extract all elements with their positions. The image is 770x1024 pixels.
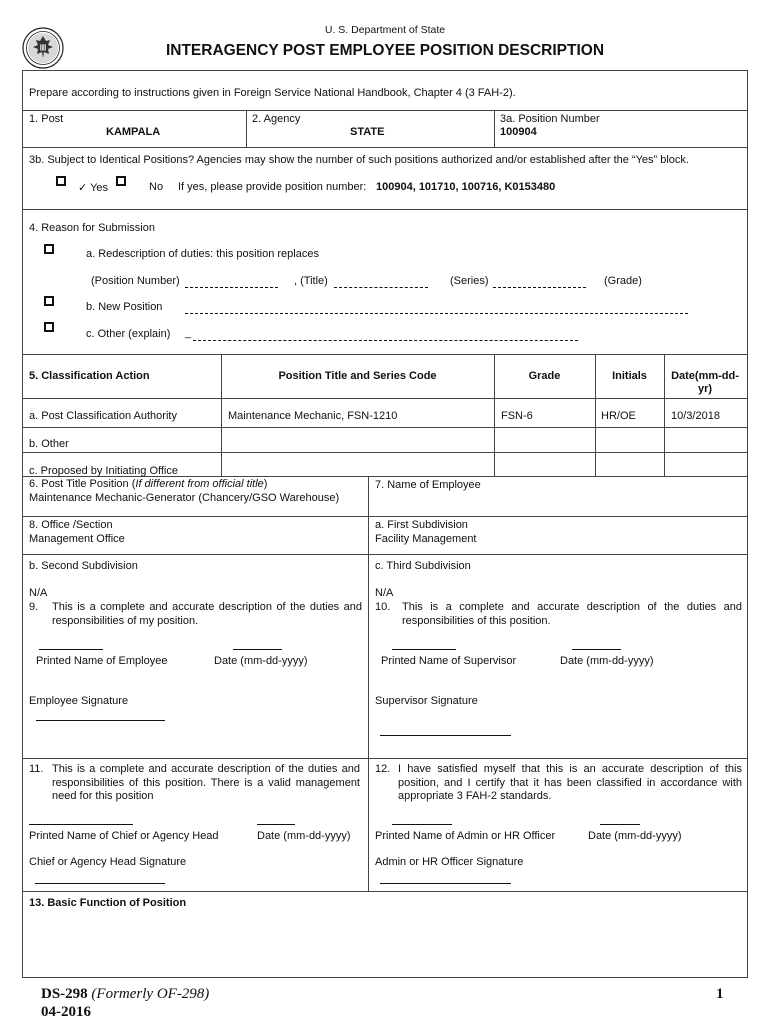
- rule: [22, 147, 747, 148]
- chief-date-line[interactable]: [257, 824, 295, 825]
- supervisor-date-line[interactable]: [572, 649, 621, 650]
- cert-10-text: This is a complete and accurate description of the duties and responsibilities of this position.: [402, 601, 742, 627]
- form-title: INTERAGENCY POST EMPLOYEE POSITION DESCRIPTION: [165, 42, 605, 59]
- reason-label: 4. Reason for Submission: [29, 222, 155, 234]
- supervisor-signature-label: Supervisor Signature: [375, 695, 478, 707]
- hr-officer-date-line[interactable]: [600, 824, 640, 825]
- chief-name-line[interactable]: [29, 824, 133, 825]
- rule: [22, 554, 747, 555]
- other-label: c. Other (explain): [86, 328, 171, 340]
- hr-officer-printed-name-label: Printed Name of Admin or HR Officer: [375, 830, 556, 842]
- employee-date-label: Date (mm-dd-yyyy): [214, 655, 308, 667]
- rule: [494, 110, 495, 147]
- chief-date-label: Date (mm-dd-yyyy): [257, 830, 351, 842]
- hr-officer-signature-label: Admin or HR Officer Signature: [375, 856, 524, 868]
- grade-header: Grade: [528, 370, 561, 382]
- third-subdivision-value[interactable]: N/A: [375, 587, 394, 599]
- office-section-label: 8. Office /Section: [29, 519, 113, 531]
- rule: [22, 427, 747, 428]
- supervisor-printed-name-label: Printed Name of Supervisor: [381, 655, 517, 667]
- position-number-caption: (Position Number): [91, 275, 180, 287]
- other-checkbox-icon[interactable]: [44, 322, 54, 332]
- other-classification-label: b. Other: [29, 438, 69, 450]
- form-date: 04-2016: [41, 1004, 91, 1020]
- third-subdivision-label: c. Third Subdivision: [375, 560, 471, 572]
- cert-10-number: 10.: [375, 601, 391, 613]
- rule: [22, 516, 747, 517]
- cert-9-text: This is a complete and accurate description of the duties and responsibilities of my position.: [52, 601, 362, 627]
- initials-header: Initials: [612, 370, 647, 382]
- agency-value[interactable]: STATE: [350, 126, 385, 138]
- if-yes-text: If yes, please provide position number:: [178, 181, 367, 193]
- employee-date-line[interactable]: [233, 649, 282, 650]
- chief-signature-line[interactable]: [35, 883, 165, 884]
- rule: [22, 398, 747, 399]
- second-subdivision-value[interactable]: N/A: [29, 587, 48, 599]
- second-subdivision-label: b. Second Subdivision: [29, 560, 138, 572]
- form-number: DS-298 (Formerly OF-298): [41, 986, 210, 1002]
- position-number-value[interactable]: 100904: [500, 126, 537, 138]
- employee-name-line[interactable]: [39, 649, 103, 650]
- series-line[interactable]: [493, 287, 586, 288]
- rule: [22, 110, 747, 111]
- post-value[interactable]: KAMPALA: [106, 126, 161, 138]
- chief-printed-name-label: Printed Name of Chief or Agency Head: [29, 830, 219, 842]
- yes-label: ✓ Yes: [78, 182, 109, 194]
- first-subdivision-label: a. First Subdivision: [375, 519, 468, 531]
- basic-function-field[interactable]: [24, 912, 744, 974]
- basic-function-label: 13. Basic Function of Position: [29, 897, 187, 909]
- hr-officer-name-line[interactable]: [392, 824, 452, 825]
- agency-label: 2. Agency: [252, 113, 301, 125]
- employee-signature-line[interactable]: [36, 720, 165, 721]
- cert-12-number: 12.: [375, 763, 391, 775]
- rule: [22, 758, 747, 759]
- post-classification-title[interactable]: Maintenance Mechanic, FSN-1210: [228, 410, 398, 422]
- series-caption: (Series): [450, 275, 489, 287]
- page-number: 1: [716, 986, 724, 1002]
- post-classification-label: a. Post Classification Authority: [29, 410, 177, 422]
- position-number-label: 3a. Position Number: [500, 113, 600, 125]
- employee-name-label: 7. Name of Employee: [375, 479, 481, 491]
- post-classification-grade[interactable]: FSN-6: [501, 410, 533, 422]
- cert-12-text: I have satisfied myself that this is an accurate description of this position, and I certify that it has been classified in accordance with appropriate 3 FAH-2 standards.: [398, 763, 742, 802]
- position-number-line[interactable]: [185, 287, 278, 288]
- new-position-line[interactable]: [185, 313, 688, 314]
- no-label: No: [149, 181, 164, 193]
- rule: [22, 209, 747, 210]
- employee-printed-name-label: Printed Name of Employee: [36, 655, 168, 667]
- other-underscore: _: [185, 327, 192, 339]
- title-line[interactable]: [334, 287, 428, 288]
- no-checkbox-icon[interactable]: [116, 176, 126, 186]
- post-classification-initials[interactable]: HR/OE: [601, 410, 636, 422]
- yes-checkbox-icon[interactable]: [56, 176, 66, 186]
- new-position-label: b. New Position: [86, 301, 163, 313]
- supervisor-name-line[interactable]: [392, 649, 456, 650]
- redescription-label: a. Redescription of duties: this position replaces: [86, 248, 319, 260]
- supervisor-date-label: Date (mm-dd-yyyy): [560, 655, 654, 667]
- hr-officer-signature-line[interactable]: [380, 883, 511, 884]
- rule: [22, 452, 747, 453]
- post-title-value[interactable]: Maintenance Mechanic-Generator (Chancery/GSO Warehouse): [29, 492, 340, 504]
- identical-position-numbers[interactable]: 100904, 101710, 100716, K0153480: [376, 181, 556, 193]
- new-position-checkbox-icon[interactable]: [44, 296, 54, 306]
- rule: [368, 476, 369, 891]
- position-title-header: Position Title and Series Code: [278, 370, 437, 382]
- employee-signature-label: Employee Signature: [29, 695, 129, 707]
- instructions: Prepare according to instructions given in Foreign Service National Handbook, Chapter 4 (3 FAH-2).: [29, 87, 516, 99]
- date-header-cont: yr): [697, 383, 713, 395]
- date-header: Date(mm-dd-: [671, 370, 739, 382]
- department-name: U. S. Department of State: [324, 24, 446, 36]
- redescription-checkbox-icon[interactable]: [44, 244, 54, 254]
- identical-positions-question: 3b. Subject to Identical Positions? Agencies may show the number of such positions authorized and/or established after the “Yes” block.: [29, 154, 689, 166]
- cert-9-number: 9.: [29, 601, 39, 613]
- title-caption: , (Title): [294, 275, 328, 287]
- hr-officer-date-label: Date (mm-dd-yyyy): [588, 830, 682, 842]
- chief-signature-label: Chief or Agency Head Signature: [29, 856, 187, 868]
- post-title-label: 6. Post Title Position (If different from official title): [29, 478, 268, 490]
- rule: [22, 354, 747, 355]
- rule: [22, 891, 747, 892]
- initiating-office-label: c. Proposed by Initiating Office: [29, 465, 178, 477]
- supervisor-signature-line[interactable]: [380, 735, 511, 736]
- cert-11-text: This is a complete and accurate description of the duties and responsibilities of this position. There is a valid management need for this position: [52, 763, 360, 802]
- post-classification-date[interactable]: 10/3/2018: [671, 410, 720, 422]
- classification-action-header: 5. Classification Action: [29, 370, 150, 382]
- post-label: 1. Post: [29, 113, 64, 125]
- office-section-value[interactable]: Management Office: [29, 533, 125, 545]
- first-subdivision-value[interactable]: Facility Management: [375, 533, 477, 545]
- rule: [246, 110, 247, 147]
- cert-11-number: 11.: [29, 763, 44, 775]
- grade-caption: (Grade): [604, 275, 642, 287]
- other-explain-line[interactable]: [193, 340, 578, 341]
